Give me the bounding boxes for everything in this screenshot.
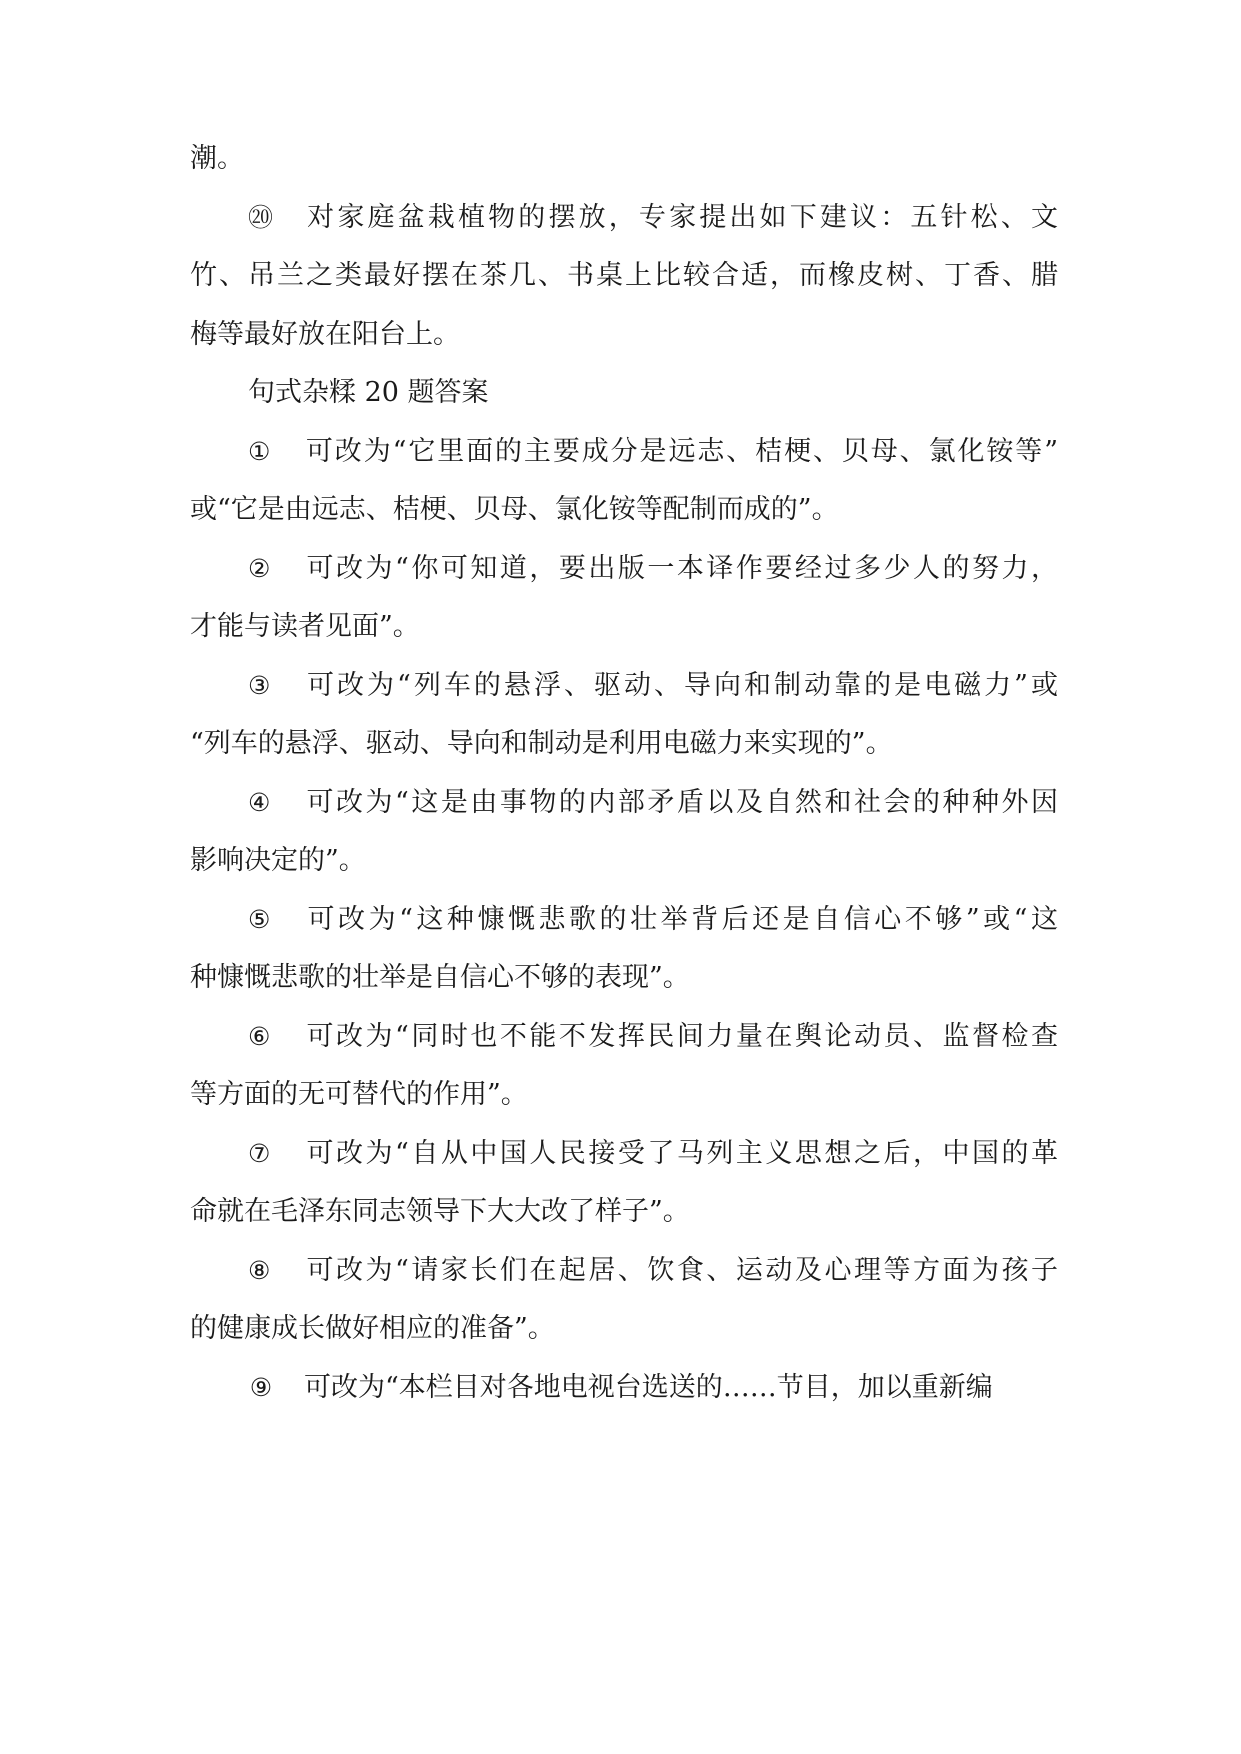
paragraph-text: 的健康成长做好相应的准备”。 [190,1313,555,1344]
text-line [0,953,1241,1003]
item-marker: ⑥ [248,1021,271,1051]
item-marker: ⑨ [249,1372,273,1402]
text-line [0,719,1241,769]
text-line [0,1304,1241,1354]
text-line [0,836,1241,886]
paragraph-text: 才能与读者见面”。 [190,611,420,642]
paragraph-text: 或“它是由远志、桔梗、贝母、氯化铵等配制而成的”。 [190,494,839,525]
text-line [0,1012,1058,1062]
paragraph-text: 可改为“你可知道，要出版一本译作要经过多少人的努力， [304,552,1058,584]
text-line [0,661,1058,711]
paragraph-text: 可改为“这是由事物的内部矛盾以及自然和社会的种种外因 [304,786,1058,818]
section-heading: 句式杂糅 20 题答案 [248,377,489,408]
text-line [0,1070,1241,1120]
paragraph-text: 种慷慨悲歌的壮举是自信心不够的表现”。 [190,962,690,993]
text-line [0,251,1058,301]
paragraph-text: 可改为“请家长们在起居、饮食、运动及心理等方面为孩子 [304,1254,1058,1286]
paragraph-text: 可改为“同时也不能不发挥民间力量在舆论动员、监督检查 [304,1020,1058,1052]
text-line [0,1246,1058,1296]
text-line [0,368,1241,418]
text-line [0,602,1241,652]
item-marker: ⑧ [248,1255,271,1285]
text-line [0,485,1241,535]
paragraph-text: 梅等最好放在阳台上。 [190,318,460,350]
paragraph-text: 影响决定的”。 [190,845,366,876]
text-line [0,193,1058,243]
paragraph-text: 可改为“本栏目对各地电视台选送的……节目，加以重新编 [304,1371,993,1403]
item-marker: ③ [248,670,271,700]
paragraph-text: 可改为“这种慷慨悲歌的壮举背后还是自信心不够”或“这 [304,903,1058,935]
paragraph-text: 可改为“自从中国人民接受了马列主义思想之后，中国的革 [304,1137,1058,1169]
item-marker: ① [248,436,271,466]
text-line [0,310,1241,360]
text-line [0,544,1058,594]
item-marker: ④ [248,787,271,817]
paragraph-text: 可改为“它里面的主要成分是远志、桔梗、贝母、氯化铵等” [304,435,1058,467]
paragraph-text: 竹、吊兰之类最好摆在茶几、书桌上比较合适，而橡皮树、丁香、腊 [190,260,1058,291]
paragraph-text: 对家庭盆栽植物的摆放，专家提出如下建议：五针松、文 [304,201,1058,233]
text-line [0,778,1058,828]
text-line [0,1187,1241,1237]
text-line [0,427,1058,477]
paragraph-text: 等方面的无可替代的作用”。 [190,1079,528,1110]
item-marker: ⑤ [248,904,271,934]
text-line [0,134,1241,184]
item-marker: ⑦ [248,1138,271,1168]
paragraph-text: 潮。 [190,143,244,174]
paragraph-text: “列车的悬浮、驱动、导向和制动是利用电磁力来实现的”。 [190,728,893,759]
text-line [0,1129,1058,1179]
text-line [0,1363,1241,1413]
paragraph-text: 命就在毛泽东同志领导下大大改了样子”。 [190,1196,690,1227]
text-line [0,895,1058,945]
item-marker: ② [248,553,271,583]
paragraph-text: 可改为“列车的悬浮、驱动、导向和制动靠的是电磁力”或 [304,669,1058,701]
item-marker: ⑳ [248,202,274,232]
